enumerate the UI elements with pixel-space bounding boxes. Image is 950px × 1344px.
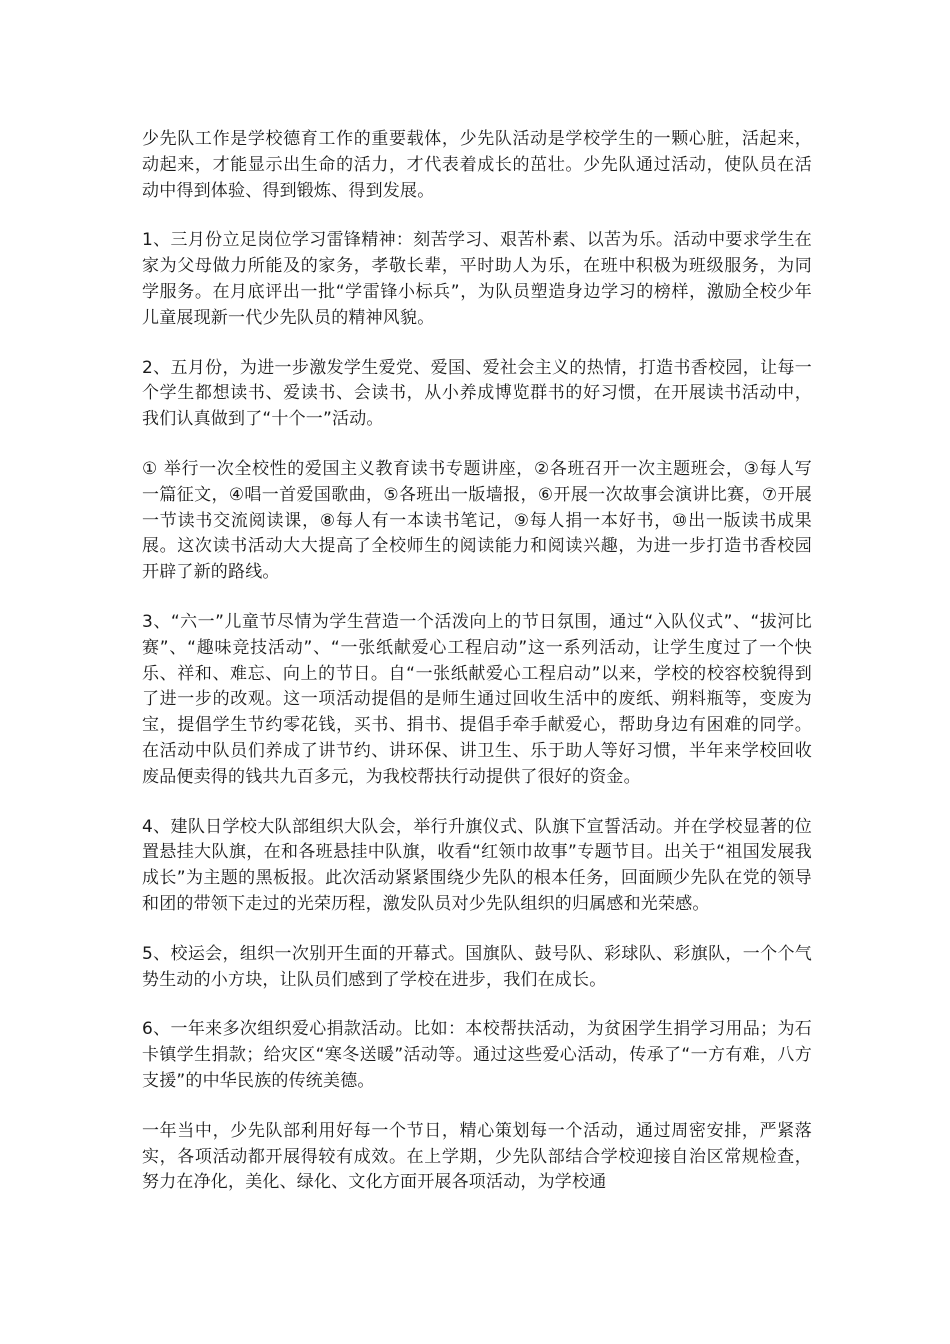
- paragraph-item-2: 2、五月份，为进一步激发学生爱党、爱国、爱社会主义的热情，打造书香校园，让每一个学生都想读书、爱读书、会读书，从小养成博览群书的好习惯，在开展读书活动中，我们认真做到了“十个一”活动。: [142, 357, 812, 430]
- paragraph-intro: 少先队工作是学校德育工作的重要载体，少先队活动是学校学生的一颗心脏，活起来，动起来，才能显示出生命的活力，才代表着成长的茁壮。少先队通过活动，使队员在活动中得到体验、得到锻炼、得到发展。: [142, 129, 812, 201]
- paragraph-item-3: 3、“六一”儿童节尽情为学生营造一个活泼向上的节日氛围，通过“入队仪式”、“拔河比赛”、“趣味竞技活动”、“一张纸献爱心工程启动”这一系列活动，让学生度过了一个快乐、祥和、难忘、向上的节日。自“一张纸献爱心工程启动”以来，学校的校容校貌得到了进一步的改观。这一项活动提倡的是师生通过回收生活中的废纸、朔料瓶等，变废为宝，提倡学生节约零花钱，买书、捐书、提倡手牵手献爱心，帮助身边有困难的同学。在活动中队员们养成了讲节约、讲环保、讲卫生、乐于助人等好习惯，半年来学校回收废品便卖得的钱共九百多元，为我校帮扶行动提供了很好的资金。: [142, 611, 812, 787]
- paragraph-item-1: 1、三月份立足岗位学习雷锋精神：刻苦学习、艰苦朴素、以苦为乐。活动中要求学生在家为父母做力所能及的家务，孝敬长辈，平时助人为乐，在班中积极为班级服务，为同学服务。在月底评出一批“学雷锋小标兵”，为队员塑造身边学习的榜样，激励全校少年儿童展现新一代少先队员的精神风貌。: [142, 230, 812, 328]
- paragraph-item-5: 5、校运会，组织一次别开生面的开幕式。国旗队、鼓号队、彩球队、彩旗队，一个个气势生动的小方块，让队员们感到了学校在进步，我们在成长。: [142, 943, 812, 990]
- paragraph-item-2-list: ① 举行一次全校性的爱国主义教育读书专题讲座，②各班召开一次主题班会，③每人写一篇征文，④唱一首爱国歌曲，⑤各班出一版墙报，⑥开展一次故事会演讲比赛，⑦开展一节读书交流阅读课，⑧每人有一本读书笔记，⑨每人捐一本好书，⑩出一版读书成果展。这次读书活动大大提高了全校师生的阅读能力和阅读兴趣，为进一步打造书香校园开辟了新的路线。: [142, 458, 812, 583]
- paragraph-item-6: 6、一年来多次组织爱心捐款活动。比如：本校帮扶活动，为贫困学生捐学习用品；为石卡镇学生捐款；给灾区“寒冬送暖”活动等。通过这些爱心活动，传承了“一方有难，八方支援”的中华民族的传统美德。: [142, 1019, 812, 1091]
- paragraph-item-4: 4、建队日学校大队部组织大队会，举行升旗仪式、队旗下宣誓活动。并在学校显著的位置悬挂大队旗，在和各班悬挂中队旗，收看“红领巾故事”专题节目。出关于“祖国发展我成长”为主题的黑板报。此次活动紧紧围绕少先队的根本任务，回面顾少先队在党的领导和团的带领下走过的光荣历程，激发队员对少先队组织的归属感和光荣感。: [142, 816, 812, 914]
- document-body: [142, 127, 812, 1220]
- paragraph-summary: 一年当中，少先队部利用好每一个节日，精心策划每一个活动，通过周密安排，严紧落实，各项活动都开展得较有成效。在上学期，少先队部结合学校迎接自治区常规检查，努力在净化，美化、绿化、文化方面开展各项活动，为学校通: [142, 1120, 812, 1193]
